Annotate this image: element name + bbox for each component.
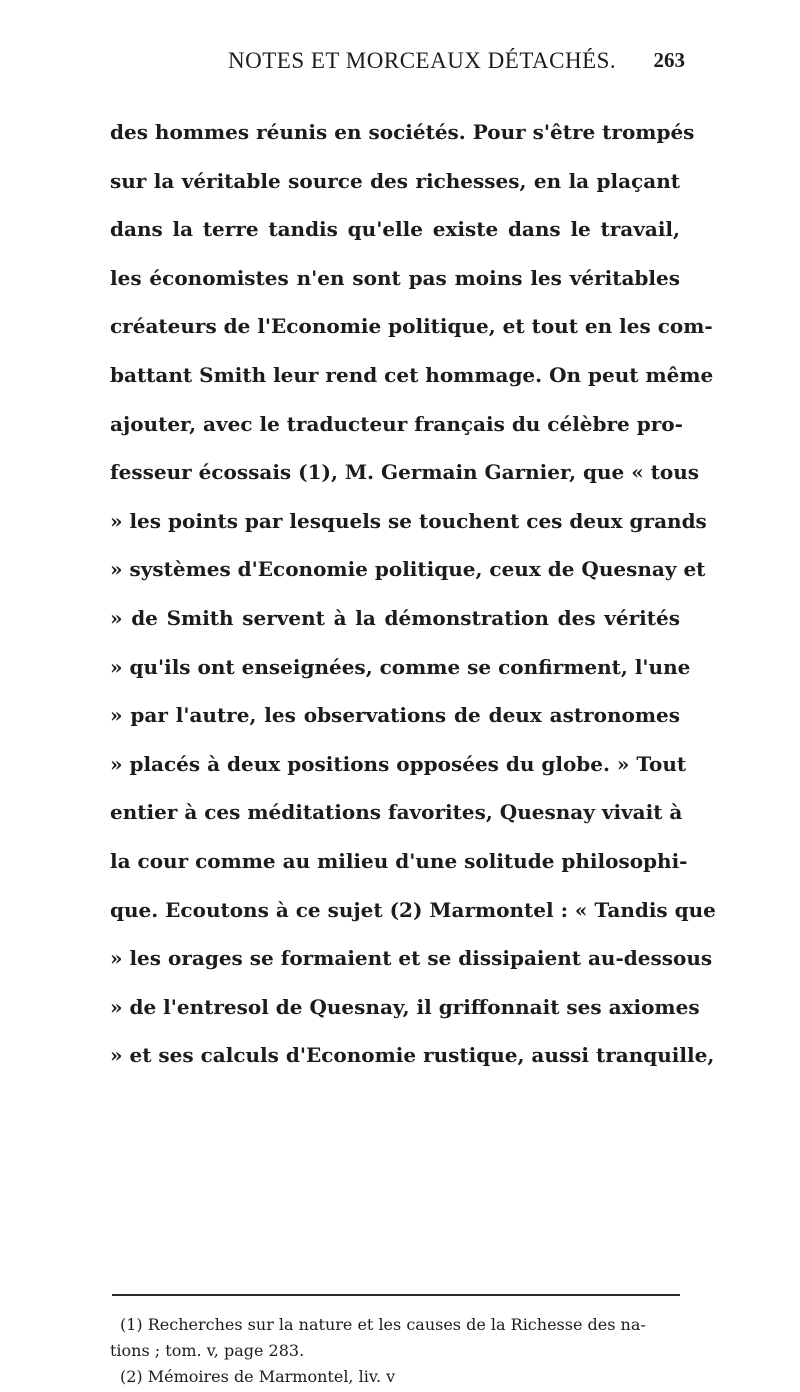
text-line: » par l'autre, les observations de deux astronomes (110, 703, 680, 728)
text-line: » systèmes d'Economie politique, ceux de Quesnay et (110, 557, 706, 582)
text-line: que. Ecoutons à ce sujet (2) Marmontel : « Tandis que (110, 897, 716, 922)
text-line: des hommes réunis en sociétés. Pour s'être trompés (110, 120, 695, 144)
footnote-line: tions ; tom. v, page 283. (110, 1341, 305, 1360)
text-line: la cour comme au milieu d'une solitude philosophi- (110, 848, 688, 873)
running-head (140, 42, 685, 82)
text-line: entier à ces méditations favorites, Quesnay vivait à (110, 800, 683, 825)
running-title: NOTES ET MORCEAUX DÉTACHÉS. (228, 48, 617, 73)
page-number: 263 (653, 48, 685, 72)
text-line: créateurs de l'Economie politique, et tout en les com- (110, 314, 713, 339)
text-line: ajouter, avec le traducteur français du célèbre pro- (110, 411, 683, 436)
text-line: » les orages se formaient et se dissipaient au-dessous (110, 946, 713, 971)
text-line: fesseur écossais (1), M. Germain Garnier, que « tous (110, 460, 700, 485)
text-line: » et ses calculs d'Economie rustique, aussi tranquille, (110, 1043, 715, 1068)
footnote-divider (112, 1294, 680, 1296)
text-line: » les points par lesquels se touchent ces deux grands (110, 508, 707, 533)
text-line: les économistes n'en sont pas moins les véritables (110, 265, 680, 290)
text-line: » qu'ils ont enseignées, comme se confirment, l'une (110, 654, 691, 679)
body-text (110, 108, 716, 1080)
text-line: » de l'entresol de Quesnay, il griffonnait ses axiomes (110, 994, 700, 1019)
footnote-line: (2) Mémoires de Marmontel, liv. v (120, 1367, 396, 1386)
text-line: dans la terre tandis qu'elle existe dans le travail, (110, 217, 680, 242)
footnotes (110, 1312, 680, 1390)
text-line: sur la véritable source des richesses, en la plaçant (110, 168, 680, 193)
text-line: battant Smith leur rend cet hommage. On peut même (110, 362, 714, 387)
footnote-line: (1) Recherches sur la nature et les causes de la Richesse des na- (120, 1315, 646, 1334)
text-line: » de Smith servent à la démonstration des vérités (110, 605, 680, 630)
text-line: » placés à deux positions opposées du globe. » Tout (110, 751, 687, 776)
